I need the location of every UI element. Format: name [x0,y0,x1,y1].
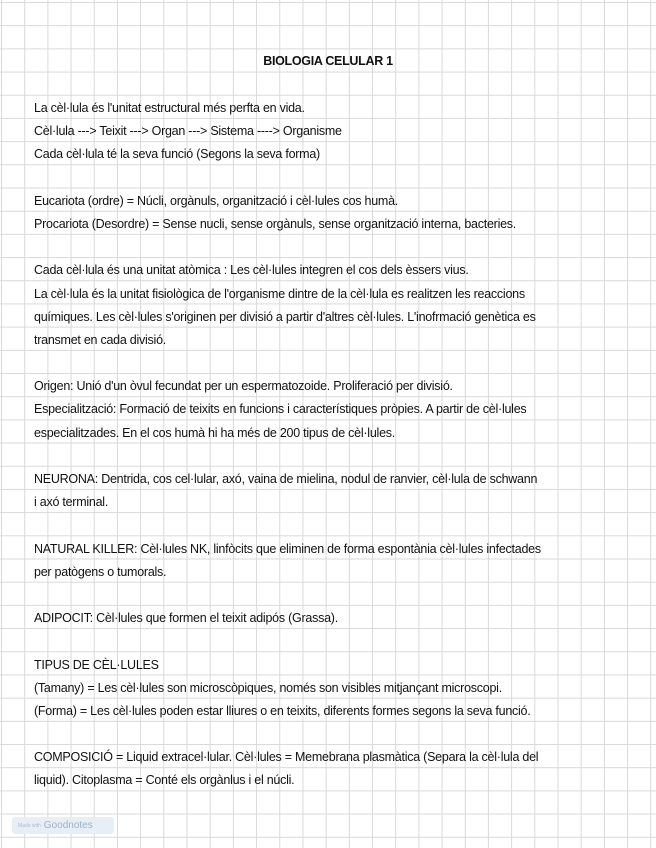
paragraph-gap [34,236,624,259]
text-line: TIPUS DE CÈL·LULES [34,657,159,672]
text-line: Cada cèl·lula és una unitat atòmica : Les cèl·lules integren el cos dels èssers vius. [34,263,469,278]
text-line: (Forma) = Les cèl·lules poden estar lliures o en teixits, diferents formes segons la seva funció. [34,703,531,718]
paragraph-gap [34,167,624,190]
paragraph-gap [34,723,624,746]
paragraph [34,97,624,167]
note-body [34,97,624,793]
text-line: Procariota (Desordre) = Sense nucli, sense orgànuls, sense organització interna, bacteries. [34,216,517,231]
text-line: COMPOSICIÓ = Liquid extracel·lular. Cèl·lules = Memebrana plasmàtica (Separa la cèl·lula del [34,750,539,765]
text-line: per patògens o tumorals. [34,564,167,579]
text-line: La cèl·lula és l'unitat estructural més perfta en vida. [34,101,305,115]
page-title: BIOLOGIA CELULAR 1 [263,54,393,68]
paragraph [34,654,624,724]
paragraph-gap [34,352,624,375]
text-line: Eucariota (ordre) = Núcli, orgànuls, organització i cèl·lules cos humà. [34,193,399,208]
text-line: i axó terminal. [34,495,109,510]
watermark-brand: Goodnotes [43,820,93,831]
paragraph-gap [34,445,624,468]
paragraph [34,607,624,630]
text-line: NATURAL KILLER: Cèl·lules NK, linfòcits que eliminen de forma espontània cèl·lules infectades [34,541,541,556]
text-line: NEURONA: Dentrida, cos cel·lular, axó, vaina de mielina, nodul de ranvier, cèl·lula de schwann [34,472,538,486]
text-line: Especialització: Formació de teixits en funcions i característiques pròpies. A partir de cèl·lules [34,402,527,417]
text-line: La cèl·lula és la unitat fisiològica de l'organisme dintre de la cèl·lula es realitzen les reaccions [34,286,525,301]
paragraph [34,538,624,584]
paragraph [34,259,624,352]
paragraph [34,746,624,792]
text-line: (Tamany) = Les cèl·lules son microscòpiques, només son visibles mitjançant microscopi. [34,680,502,695]
text-line: especialitzades. En el cos humà hi ha més de 200 tipus de cèl·lules. [34,425,395,440]
text-line: ADIPOCIT: Cèl·lules que formen el teixit adipós (Grassa). [34,611,338,626]
paragraph-gap [34,514,624,537]
paragraph [34,468,624,514]
paragraph-gap [34,584,624,607]
text-line: Cada cèl·lula té la seva funció (Segons la seva forma) [34,147,320,162]
text-line: transmet en cada divisió. [34,332,167,347]
text-line: químiques. Les cèl·lules s'originen per divisió a partir d'altres cèl·lules. L'inofrmació genètica es [34,309,536,324]
text-line: Cèl·lula ---> Teixit ---> Organ ---> Sistema ----> Organisme [34,124,342,139]
text-line: liquid). Citoplasma = Conté els orgànlus i el núcli. [34,773,295,788]
goodnotes-watermark[interactable] [12,817,114,834]
paragraph [34,375,624,445]
paragraph-gap [34,630,624,653]
paragraph [34,190,624,236]
watermark-prefix: Made with [18,822,41,829]
text-line: Origen: Unió d'un òvul fecundat per un espermatozoide. Proliferació per divisió. [34,379,453,394]
